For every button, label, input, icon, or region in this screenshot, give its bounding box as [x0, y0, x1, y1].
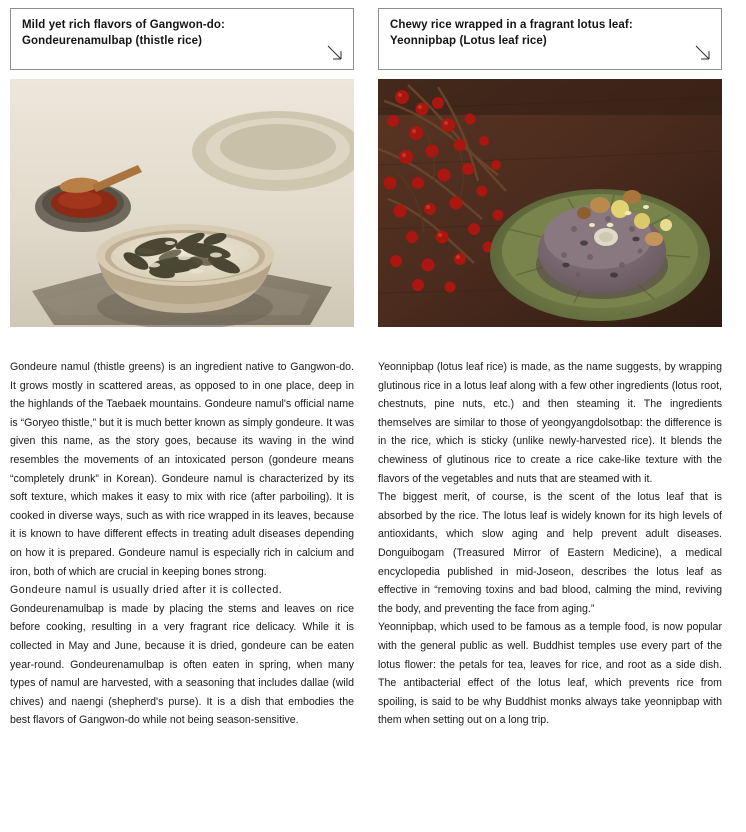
paragraph: Yeonnipbap (lotus leaf rice) is made, as the name suggests, by wrapping glutinous rice in a lotus leaf along with a few other ingredients (lotus root, chestnuts, pine nuts, etc.) and then steaming it. The ingredients themselves are similar to those of yeongyangdolsotbap: the difference is in the rice, which is sticky (unlike newly-harvested rice). It blends the chewiness of glutinous rice to create a rice cake-like texture with the flavors of the vegetables and nuts that are steamed with it. — [378, 361, 722, 485]
paragraph: Gondeure namul (thistle greens) is an ingredient native to Gangwon-do. It grows mostly in scattered areas, as opposed to in one place, deep in the highlands of the Taebaek mountains. Gondeure namul's official name is “Goryeo thistle,” but it is much better known as simply gondeure. It was given this name, as the story goes, because its waving in the wind resembles the movements of an intoxicated person (gondeure means “completely drunk” in Korean). Gondeure namul is characterized by its soft texture, which makes it easy to mix with rice (after parboiling). It is cooked in diverse ways, such as with rice wrapped in its leaves, because it is known to have different effects in treating adult diseases depending on how it is prepared. Gondeure namul is especially rich in calcium and iron, both of which are crucial in keeping bones strong. — [10, 361, 355, 578]
article-body — [10, 358, 354, 730]
title-card — [378, 8, 722, 70]
article-column-gondeurenamulbap — [10, 8, 354, 730]
title-card — [10, 8, 354, 70]
article-body — [378, 358, 722, 730]
arrow-down-right-icon — [695, 45, 713, 63]
paragraph: Gondeurenamulbap is made by placing the stems and leaves on rice before cooking, resulting in a very fragrant rice delicacy. While it is collected in May and June, because it is dried, gondeure can be eaten year-round. Gondeurenamulbap is often eaten in spring, when many types of namul are harvested, with a seasoning that includes dallae (wild chives) and naengi (shepherd's purse). It is a dish that embodies the best flavors of Gangwon-do while not being season-sensitive. — [10, 602, 354, 727]
title-line-2: Gondeurenamulbap (thistle rice) — [22, 34, 203, 47]
paragraph: The biggest merit, of course, is the scent of the lotus leaf that is absorbed by the rice. The lotus leaf is widely known for its high levels of antioxidants, which slow aging and help prevent adult diseases. Donguibogam (Treasured Mirror of Eastern Medicine), a medical encyclopedia published in mid-Joseon, describes the lotus leaf as effective in “removing toxins and bad blood, calming the mind, reviving the body, and preventing the face from aging.” — [378, 491, 722, 615]
title-line-2: Yeonnipbap (Lotus leaf rice) — [390, 34, 547, 47]
two-column-layout — [10, 8, 736, 730]
article-column-yeonnipbap — [378, 8, 722, 730]
paragraph: Gondeure namul is usually dried after it is collected. — [10, 584, 283, 597]
gondeurenamulbap-photo — [10, 79, 354, 327]
arrow-down-right-icon — [327, 45, 345, 63]
title-line-1: Chewy rice wrapped in a fragrant lotus leaf: — [390, 19, 633, 31]
paragraph: Yeonnipbap, which used to be famous as a temple food, is now popular with the general public as well. Buddhist temples use every part of the lotus flower: the petals for tea, leaves for rice, and root as a side dish. The antibacterial effect of the lotus leaf, which prevents rice from spoiling, is said to be why Buddhist monks always take yeonnipbap with them when setting out on a long trip. — [378, 621, 722, 727]
yeonnipbap-photo — [378, 79, 722, 327]
title-line-1: Mild yet rich flavors of Gangwon-do: — [22, 19, 225, 31]
